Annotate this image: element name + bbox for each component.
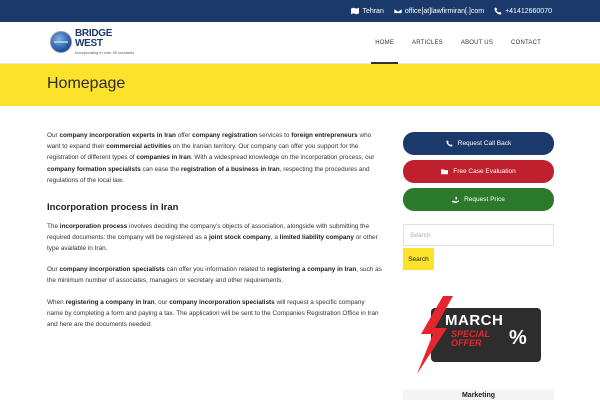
top-contact-bar bbox=[0, 0, 600, 22]
body-text: . With a widespread knowledge on the incorporation process, our bbox=[190, 154, 375, 162]
emphasis-text: company formation specialists bbox=[47, 165, 141, 173]
promo-offer-text bbox=[451, 330, 490, 348]
request-call-back-label: Request Call Back bbox=[457, 140, 512, 147]
registration-paragraph bbox=[47, 297, 382, 331]
emphasis-text: commercial activities bbox=[106, 143, 171, 151]
march-special-offer-banner[interactable] bbox=[413, 296, 547, 374]
emphasis-text: joint stock company bbox=[208, 233, 271, 241]
emphasis-text: company incorporation specialists bbox=[169, 298, 275, 306]
marketing-widget bbox=[403, 390, 554, 400]
emphasis-text: company incorporation experts in Iran bbox=[59, 132, 176, 139]
promo-offer: OFFER bbox=[451, 338, 482, 348]
body-text: Our bbox=[47, 132, 60, 139]
body-text: The bbox=[47, 222, 60, 230]
nav-home[interactable]: HOME bbox=[366, 22, 403, 64]
intro-paragraph bbox=[47, 130, 382, 186]
emphasis-text: company incorporation specialists bbox=[59, 266, 165, 274]
body-text: who want to expand their bbox=[47, 132, 372, 151]
emphasis-text: incorporation process bbox=[59, 222, 128, 230]
site-header bbox=[0, 22, 600, 64]
hand-money-icon bbox=[452, 196, 459, 203]
nav-articles[interactable]: ARTICLES bbox=[412, 40, 443, 46]
page-title: Homepage bbox=[47, 75, 126, 92]
marketing-widget-title: Marketing bbox=[461, 392, 496, 399]
request-price-label: Request Price bbox=[464, 196, 505, 203]
emphasis-text: registering a company in Iran bbox=[65, 298, 155, 306]
body-text: services to bbox=[257, 132, 292, 139]
folder-icon bbox=[441, 168, 448, 175]
body-text: When bbox=[47, 298, 66, 306]
body-text: offer bbox=[175, 132, 193, 139]
body-text: Our bbox=[47, 266, 60, 274]
search-input[interactable] bbox=[403, 224, 554, 246]
body-text: , respecting the procedures and regulations of the local law. bbox=[47, 165, 370, 184]
body-text: can offer you information related to bbox=[164, 266, 268, 274]
map-icon bbox=[351, 7, 359, 15]
free-case-evaluation-button[interactable] bbox=[403, 160, 554, 183]
process-paragraph bbox=[47, 221, 382, 255]
body-text: , a bbox=[270, 233, 280, 241]
main-content bbox=[47, 130, 382, 340]
nav-contact[interactable]: CONTACT bbox=[511, 40, 541, 46]
logo-name-line2: WEST bbox=[75, 38, 103, 49]
location-text: Tehran bbox=[362, 7, 384, 15]
emphasis-text: companies in Iran bbox=[136, 154, 191, 162]
emphasis-text: limited liability company bbox=[279, 233, 354, 241]
nav-about-us[interactable]: ABOUT US bbox=[460, 40, 494, 46]
promo-special: SPECIAL bbox=[451, 329, 491, 339]
logo-tagline: Incorporating in over 90 countries bbox=[75, 50, 135, 55]
email-item[interactable] bbox=[394, 7, 484, 15]
phone-text[interactable]: +41412660070 bbox=[505, 7, 552, 15]
page-banner bbox=[0, 64, 600, 106]
logo-text bbox=[75, 29, 134, 55]
request-call-back-button[interactable] bbox=[403, 132, 554, 155]
percent-icon: % bbox=[509, 327, 527, 349]
main-nav bbox=[366, 22, 550, 64]
emphasis-text: registration of a business in Iran bbox=[180, 165, 280, 173]
envelope-icon bbox=[394, 7, 402, 15]
logo-name-line1: BRIDGE bbox=[75, 28, 113, 39]
body-text: can ease the bbox=[140, 165, 181, 173]
search-button[interactable]: Search bbox=[403, 248, 434, 270]
emphasis-text: registering a company in Iran bbox=[267, 266, 357, 274]
phone-item[interactable] bbox=[494, 7, 552, 15]
promo-month: MARCH bbox=[445, 312, 504, 329]
request-price-button[interactable] bbox=[403, 188, 554, 211]
phone-icon bbox=[446, 140, 453, 147]
body-text: will request a specific company name by completing a form and paying a tax. The application will be sent to the Companies Registration Office in Iran and here are the documents needed: bbox=[47, 298, 379, 329]
emphasis-text: company registration bbox=[192, 132, 258, 139]
email-text[interactable]: office[at]lawfirmiran[.]com bbox=[404, 7, 485, 15]
body-text: , such as the minimum number of associates, managers or secretary and other requirements. bbox=[47, 266, 382, 285]
phone-icon bbox=[494, 7, 502, 15]
free-case-evaluation-label: Free Case Evaluation bbox=[453, 168, 516, 175]
location-item bbox=[351, 7, 383, 15]
specialists-paragraph bbox=[47, 264, 382, 286]
body-text: on the Iranian territory. Our company can offer you support for the registration of different types of bbox=[47, 143, 359, 162]
site-logo[interactable] bbox=[50, 29, 134, 55]
emphasis-text: foreign entrepreneurs bbox=[291, 132, 358, 139]
body-text: involves deciding the company's objects of association, alongside with submitting the required documents: the company will be registered as a bbox=[47, 222, 369, 241]
sidebar bbox=[403, 132, 554, 270]
body-text: , our bbox=[154, 298, 170, 306]
globe-icon bbox=[50, 31, 72, 53]
body-text: or other type available in Iran. bbox=[47, 233, 378, 253]
section-heading: Incorporation process in Iran bbox=[47, 202, 179, 214]
